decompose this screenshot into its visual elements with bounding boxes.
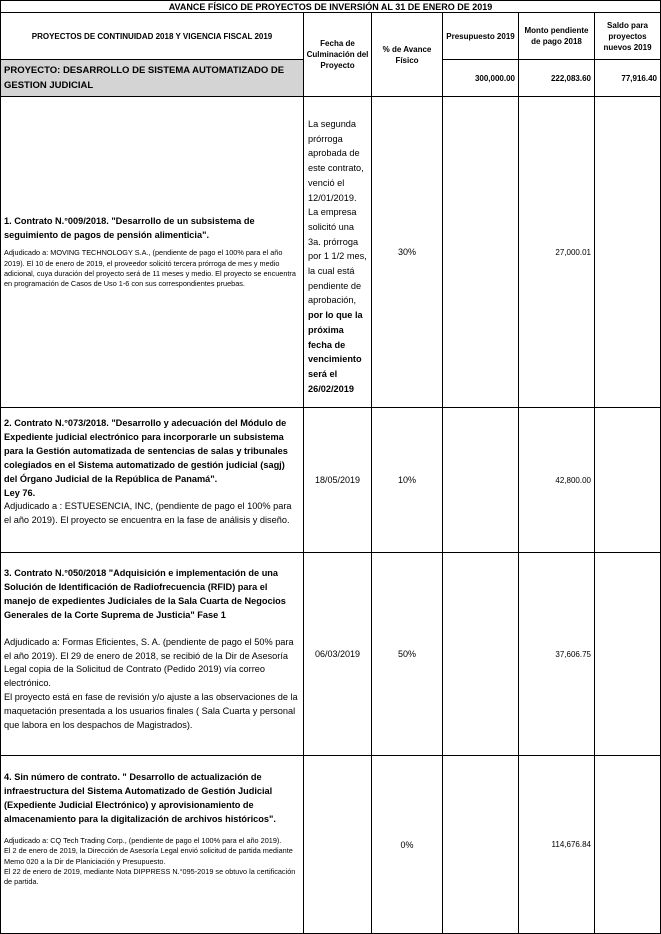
- row-2-presupuesto: [443, 408, 519, 553]
- row-4-title-text: 4. Sin número de contrato. " Desarrollo de actualización de infraestructura del Sistema Automatizado de Gestión Judicial (Expediente Judicial Electrónico) y aprovisionamiento de almacenamiento para la digitalización de archivos históricos".: [4, 772, 276, 824]
- report-title: AVANCE FÍSICO DE PROYECTOS DE INVERSIÓN AL 31 DE ENERO DE 2019: [0, 0, 661, 13]
- header-avance-label: % de Avance Físico: [382, 44, 432, 65]
- row-3-presupuesto: [443, 553, 519, 756]
- row-3-title: [4, 567, 300, 623]
- row-3-fecha: 06/03/2019: [304, 553, 372, 756]
- project-monto: 222,083.60: [519, 60, 595, 97]
- table-row-1-description: [0, 97, 304, 408]
- row-1-fecha-text: La segunda prórroga aprobada de este contrato, venció el 12/01/2019. La empresa solicitó una 3a. prórroga por 1 1/2 mes, la cual está pendiente de aprobación,: [308, 119, 367, 306]
- row-2-title: [4, 417, 300, 487]
- header-fecha-label: Fecha de Culminación del Proyecto: [306, 39, 369, 70]
- table-row-2-description: [0, 408, 304, 553]
- row-1-fecha: [304, 97, 372, 408]
- project-presupuesto: 300,000.00: [443, 60, 519, 97]
- row-3-title-text: 3. Contrato N.°050/2018 "Adquisición e implementación de una Solución de Identificación de Radiofrecuencia (RFID) para el manejo de expedientes Judiciales de la Sala Cuarta de Negocios Generales de la Corte Suprema de Justicia" Fase 1: [4, 568, 286, 620]
- row-2-detail: Adjudicado a : ESTUESENCIA, INC, (pendiente de pago el 100% para el año 2019). El proyecto se encuentra en la fase de análisis y diseño.: [4, 501, 292, 526]
- header-saldo: Saldo para proyectos nuevos 2019: [595, 13, 661, 60]
- table-row-4-description: [0, 756, 304, 934]
- header-presupuesto: Presupuesto 2019: [443, 13, 519, 60]
- project-saldo: 77,916.40: [595, 60, 661, 97]
- row-2-monto: 42,800.00: [519, 408, 595, 553]
- row-1-title: 1. Contrato N.°009/2018. "Desarrollo de un subsistema de seguimiento de pagos de pensión alimenticia".: [4, 216, 255, 241]
- row-2-title-text: 2. Contrato N.°073/2018. "Desarrollo y adecuación del Módulo de Expediente judicial electrónico para incorporarle un subsistema para la Gestión automatizada de sentencias de salas y tribunales colegiados en el Sistema automatizado de gestión judicial (sagj) del Órgano Judicial de la República de Panamá".: [4, 418, 288, 484]
- row-4-presupuesto: [443, 756, 519, 934]
- row-4-fecha: [304, 756, 372, 934]
- row-4-detail-2: El 2 de enero de 2019, la Dirección de Asesoría Legal envió solicitud de partida mediante Memo 020 a la Dir de Planiciación y Presupuesto.: [4, 846, 293, 866]
- header-fecha: [304, 13, 372, 97]
- row-2-saldo: [595, 408, 661, 553]
- row-2-avance: 10%: [372, 408, 443, 553]
- row-4-detail: Adjudicado a: CQ Tech Trading Corp., (pendiente de pago el 100% para el año 2019).: [4, 836, 282, 845]
- row-4-detail-3: El 22 de enero de 2019, mediante Nota DIPPRESS N.°095-2019 se obtuvo la certificación de partida.: [4, 866, 296, 887]
- header-avance: [372, 13, 443, 97]
- row-3-detail: Adjudicado a: Formas Eficientes, S. A. (pendiente de pago el 50% para el año 2019). El 29 de enero de 2018, se recibió de la Dir de Asesoría Legal copia de la Solicitud de Contrato (Pedido 2019) vía correo electrónico.: [4, 636, 294, 689]
- row-4-title: [4, 770, 300, 826]
- project-name: PROYECTO: DESARROLLO DE SISTEMA AUTOMATIZADO DE GESTION JUDICIAL: [0, 60, 304, 97]
- row-2-law: Ley 76.: [4, 487, 36, 498]
- header-monto: Monto pendiente de pago 2018: [519, 13, 595, 60]
- row-1-detail: Adjudicado a: MOVING TECHNOLOGY S.A., (pendiente de pago el 100% para el año 2019). El 10 de enero de 2019, el proveedor solicitó tercera prórroga de mes y medio adicional, cuya duración del proyecto será de 11 meses y medio. El proyecto se encuentra en programación de Casos de Uso 1-6 con sus correspondientes pruebas.: [4, 248, 296, 289]
- row-3-saldo: [595, 553, 661, 756]
- row-4-avance: 0%: [372, 756, 443, 934]
- row-3-detail-2: El proyecto está en fase de revisión y/o ajuste a las observaciones de la maquetación presentada a los usuarios finales ( Sala Cuarta y personal que labora en los despachos de Magistrados).: [4, 692, 298, 731]
- row-1-presupuesto: [443, 97, 519, 408]
- header-projects: PROYECTOS DE CONTINUIDAD 2018 Y VIGENCIA FISCAL 2019: [0, 13, 304, 60]
- row-2-fecha: 18/05/2019: [304, 408, 372, 553]
- row-1-saldo: [595, 97, 661, 408]
- row-4-saldo: [595, 756, 661, 934]
- row-1-avance: 30%: [372, 97, 443, 408]
- row-3-monto: 37,606.75: [519, 553, 595, 756]
- row-1-monto: 27,000.01: [519, 97, 595, 408]
- row-4-monto: 114,676.84: [519, 756, 595, 934]
- row-3-avance: 50%: [372, 553, 443, 756]
- row-1-fecha-bold: por lo que la próxima fecha de vencimiento será el 26/02/2019: [308, 310, 363, 394]
- table-row-3-description: [0, 553, 304, 756]
